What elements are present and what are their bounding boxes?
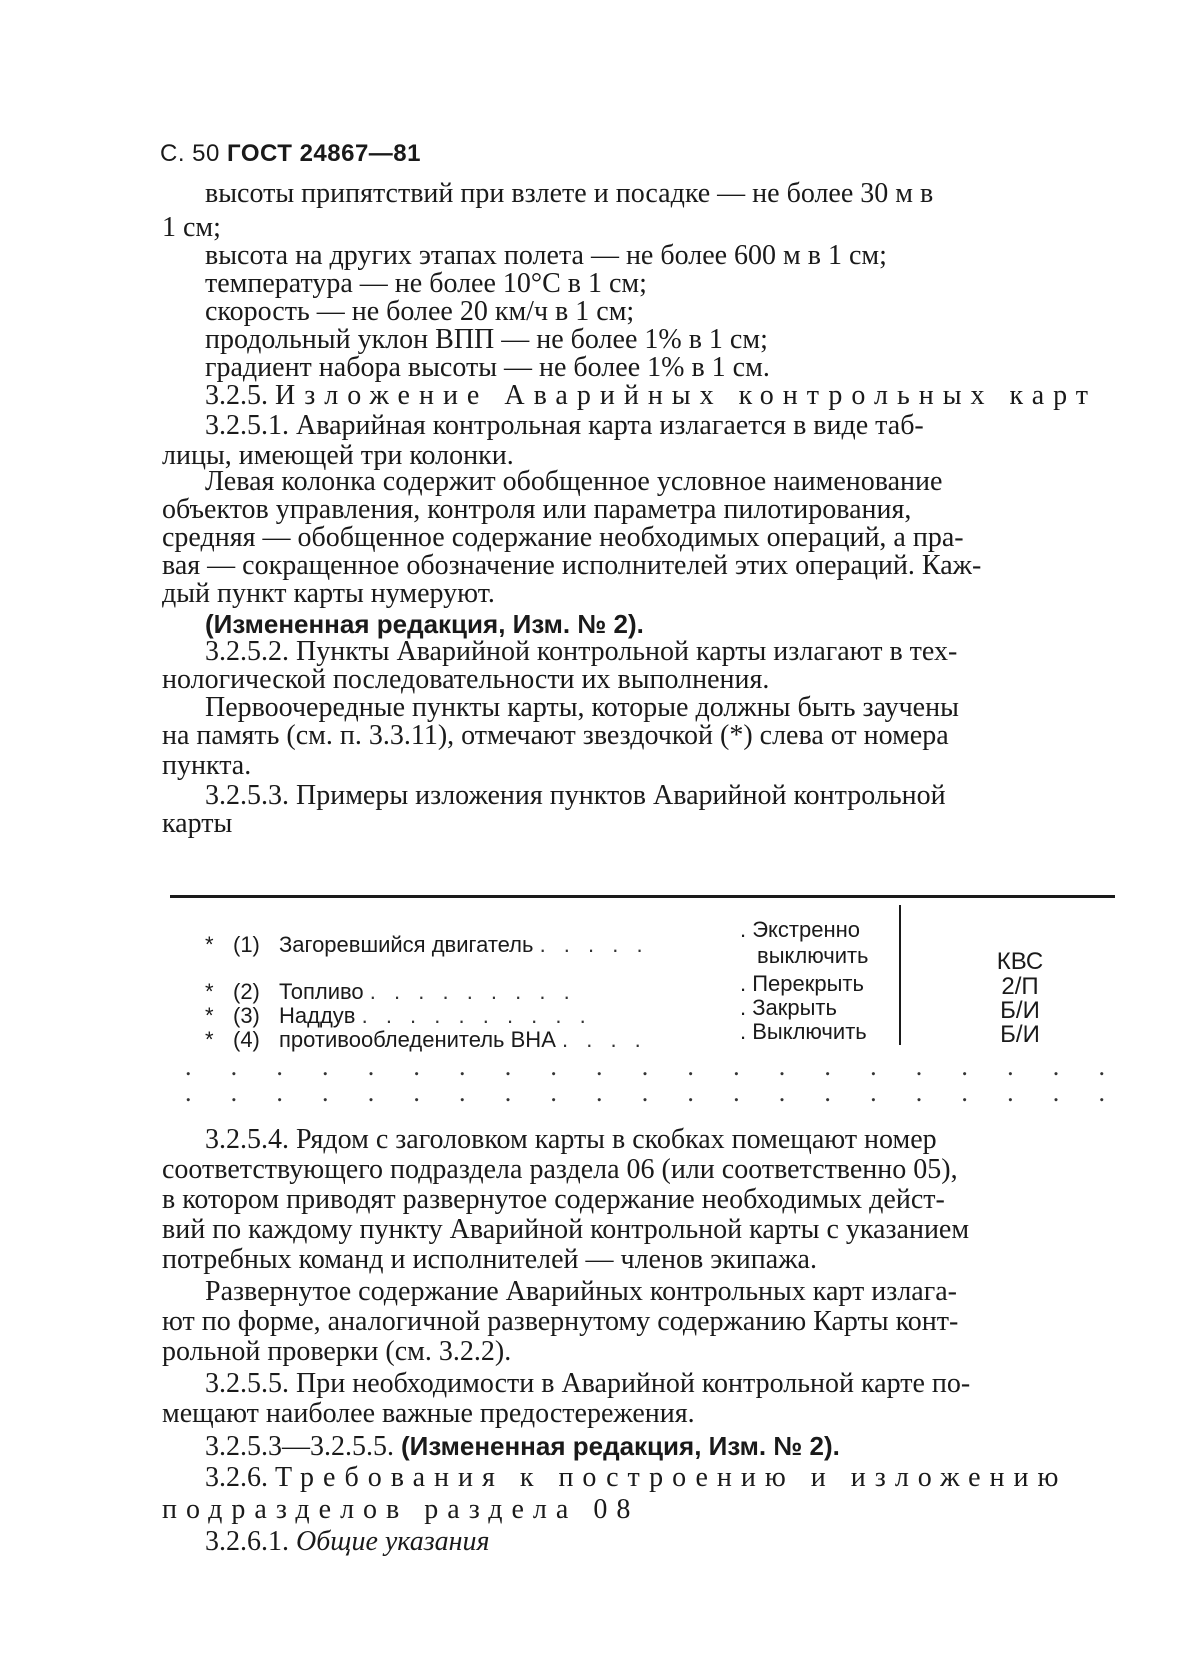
para-left-column-l4: вая — сокращенное обозначение исполнителей этих операций. Каж- <box>162 550 982 581</box>
table-row-1-operation: . Экстренно <box>740 917 860 942</box>
subsection-3-2-6-1: 3.2.6.1. Общие указания <box>205 1526 490 1557</box>
table-row-4: * (4) противообледенитель ВНА . . . . <box>205 1027 647 1052</box>
para-3-2-5-5-l2: мещают наиболее важные предостережения. <box>162 1398 695 1429</box>
table-row-2: * (2) Топливо . . . . . . . . . <box>205 979 576 1004</box>
para-3-2-5-3-l1: 3.2.5.3. Примеры изложения пунктов Аварийной контрольной <box>205 780 946 811</box>
table-row-3: * (3) Наддув . . . . . . . . . . <box>205 1003 592 1028</box>
para-left-column-l1: Левая колонка содержит обобщенное условное наименование <box>205 466 943 497</box>
para-3-2-5-2-l2: нологической последовательности их выполнения. <box>162 664 770 695</box>
para-3-2-5-1-l2: лицы, имеющей три колонки. <box>162 440 514 471</box>
line-altitude: высота на других этапах полета — не более 600 м в 1 см; <box>205 240 887 271</box>
revision-note-1: (Измененная редакция, Изм. № 2). <box>205 609 644 639</box>
table-row-4-executor: Б/И <box>1000 1021 1040 1048</box>
para-priority-l3: пункта. <box>162 750 252 781</box>
table-top-rule <box>170 895 1115 898</box>
revision-note-2: 3.2.5.3—3.2.5.5. (Измененная редакция, Изм. № 2). <box>205 1431 840 1462</box>
para-left-column-l2: объектов управления, контроля или параметра пилотирования, <box>162 494 912 525</box>
table-row-4-operation: . Выключить <box>740 1019 867 1044</box>
section-3-2-6-heading-l2: подразделов раздела 08 <box>162 1494 640 1525</box>
section-3-2-5-heading: 3.2.5. Изложение Аварийных контрольных карт <box>205 380 1098 411</box>
line-speed: скорость — не более 20 км/ч в 1 см; <box>205 296 635 327</box>
page-number: С. 50 <box>160 140 220 167</box>
line-obstacles: высоты припятствий при взлете и посадке — не более 30 м в <box>205 178 934 209</box>
table-row-1: * (1) Загоревшийся двигатель . . . . . <box>205 932 649 957</box>
para-left-column-l3: средняя — обобщенное содержание необходимых операций, а пра- <box>162 522 964 553</box>
para-left-column-l5: дый пункт карты нумеруют. <box>162 578 495 609</box>
para-priority-l1: Первоочередные пункты карты, которые должны быть заучены <box>205 692 959 723</box>
ellipsis-row-2: . . . . . . . . . . . . . . . . . . . . . <box>185 1078 1105 1107</box>
table-row-3-operation: . Закрыть <box>740 995 837 1020</box>
para-expanded-l3: рольной проверки (см. 3.2.2). <box>162 1336 512 1367</box>
section-3-2-6-heading-l1: 3.2.6. Требования к построению и изложению <box>205 1462 1068 1493</box>
para-3-2-5-3-l2: карты <box>162 808 233 839</box>
table-row-1-executor: КВС <box>996 948 1044 975</box>
page-header <box>160 140 421 168</box>
para-3-2-5-2-l1: 3.2.5.2. Пункты Аварийной контрольной карты излагают в тех- <box>205 636 958 667</box>
para-3-2-5-4-l3: в котором приводят развернутое содержание необходимых дейст- <box>162 1184 945 1215</box>
line-temperature: температура — не более 10°С в 1 см; <box>205 268 647 299</box>
line-climb-gradient: градиент набора высоты — не более 1% в 1 см. <box>205 352 770 383</box>
para-3-2-5-1-l1: 3.2.5.1. Аварийная контрольная карта излагается в виде таб- <box>205 410 924 441</box>
table-column-divider <box>899 905 901 1045</box>
para-3-2-5-4-l5: потребных команд и исполнителей — членов экипажа. <box>162 1244 817 1275</box>
para-3-2-5-4-l2: соответствующего подраздела раздела 06 (или соответственно 05), <box>162 1154 958 1185</box>
para-priority-l2: на память (см. п. 3.3.11), отмечают звездочкой (*) слева от номера <box>162 720 949 751</box>
standard-number: ГОСТ 24867—81 <box>227 140 421 167</box>
para-expanded-l1: Развернутое содержание Аварийных контрольных карт излага- <box>205 1276 957 1307</box>
para-3-2-5-4-l4: вий по каждому пункту Аварийной контрольной карты с указанием <box>162 1214 970 1245</box>
para-3-2-5-4-l1: 3.2.5.4. Рядом с заголовком карты в скобках помещают номер <box>205 1124 937 1155</box>
table-row-1-operation-cont: выключить <box>757 943 869 968</box>
ellipsis-row-1: . . . . . . . . . . . . . . . . . . . . . <box>185 1052 1105 1081</box>
table-row-2-executor: 2/П <box>1001 973 1039 1000</box>
line-obstacles-cont: 1 см; <box>162 212 221 243</box>
table-row-3-executor: Б/И <box>1000 997 1040 1024</box>
table-row-2-operation: . Перекрыть <box>740 971 864 996</box>
para-3-2-5-5-l1: 3.2.5.5. При необходимости в Аварийной контрольной карте по- <box>205 1368 971 1399</box>
line-runway-slope: продольный уклон ВПП — не более 1% в 1 см; <box>205 324 768 355</box>
para-expanded-l2: ют по форме, аналогичной развернутому содержанию Карты конт- <box>162 1306 959 1337</box>
